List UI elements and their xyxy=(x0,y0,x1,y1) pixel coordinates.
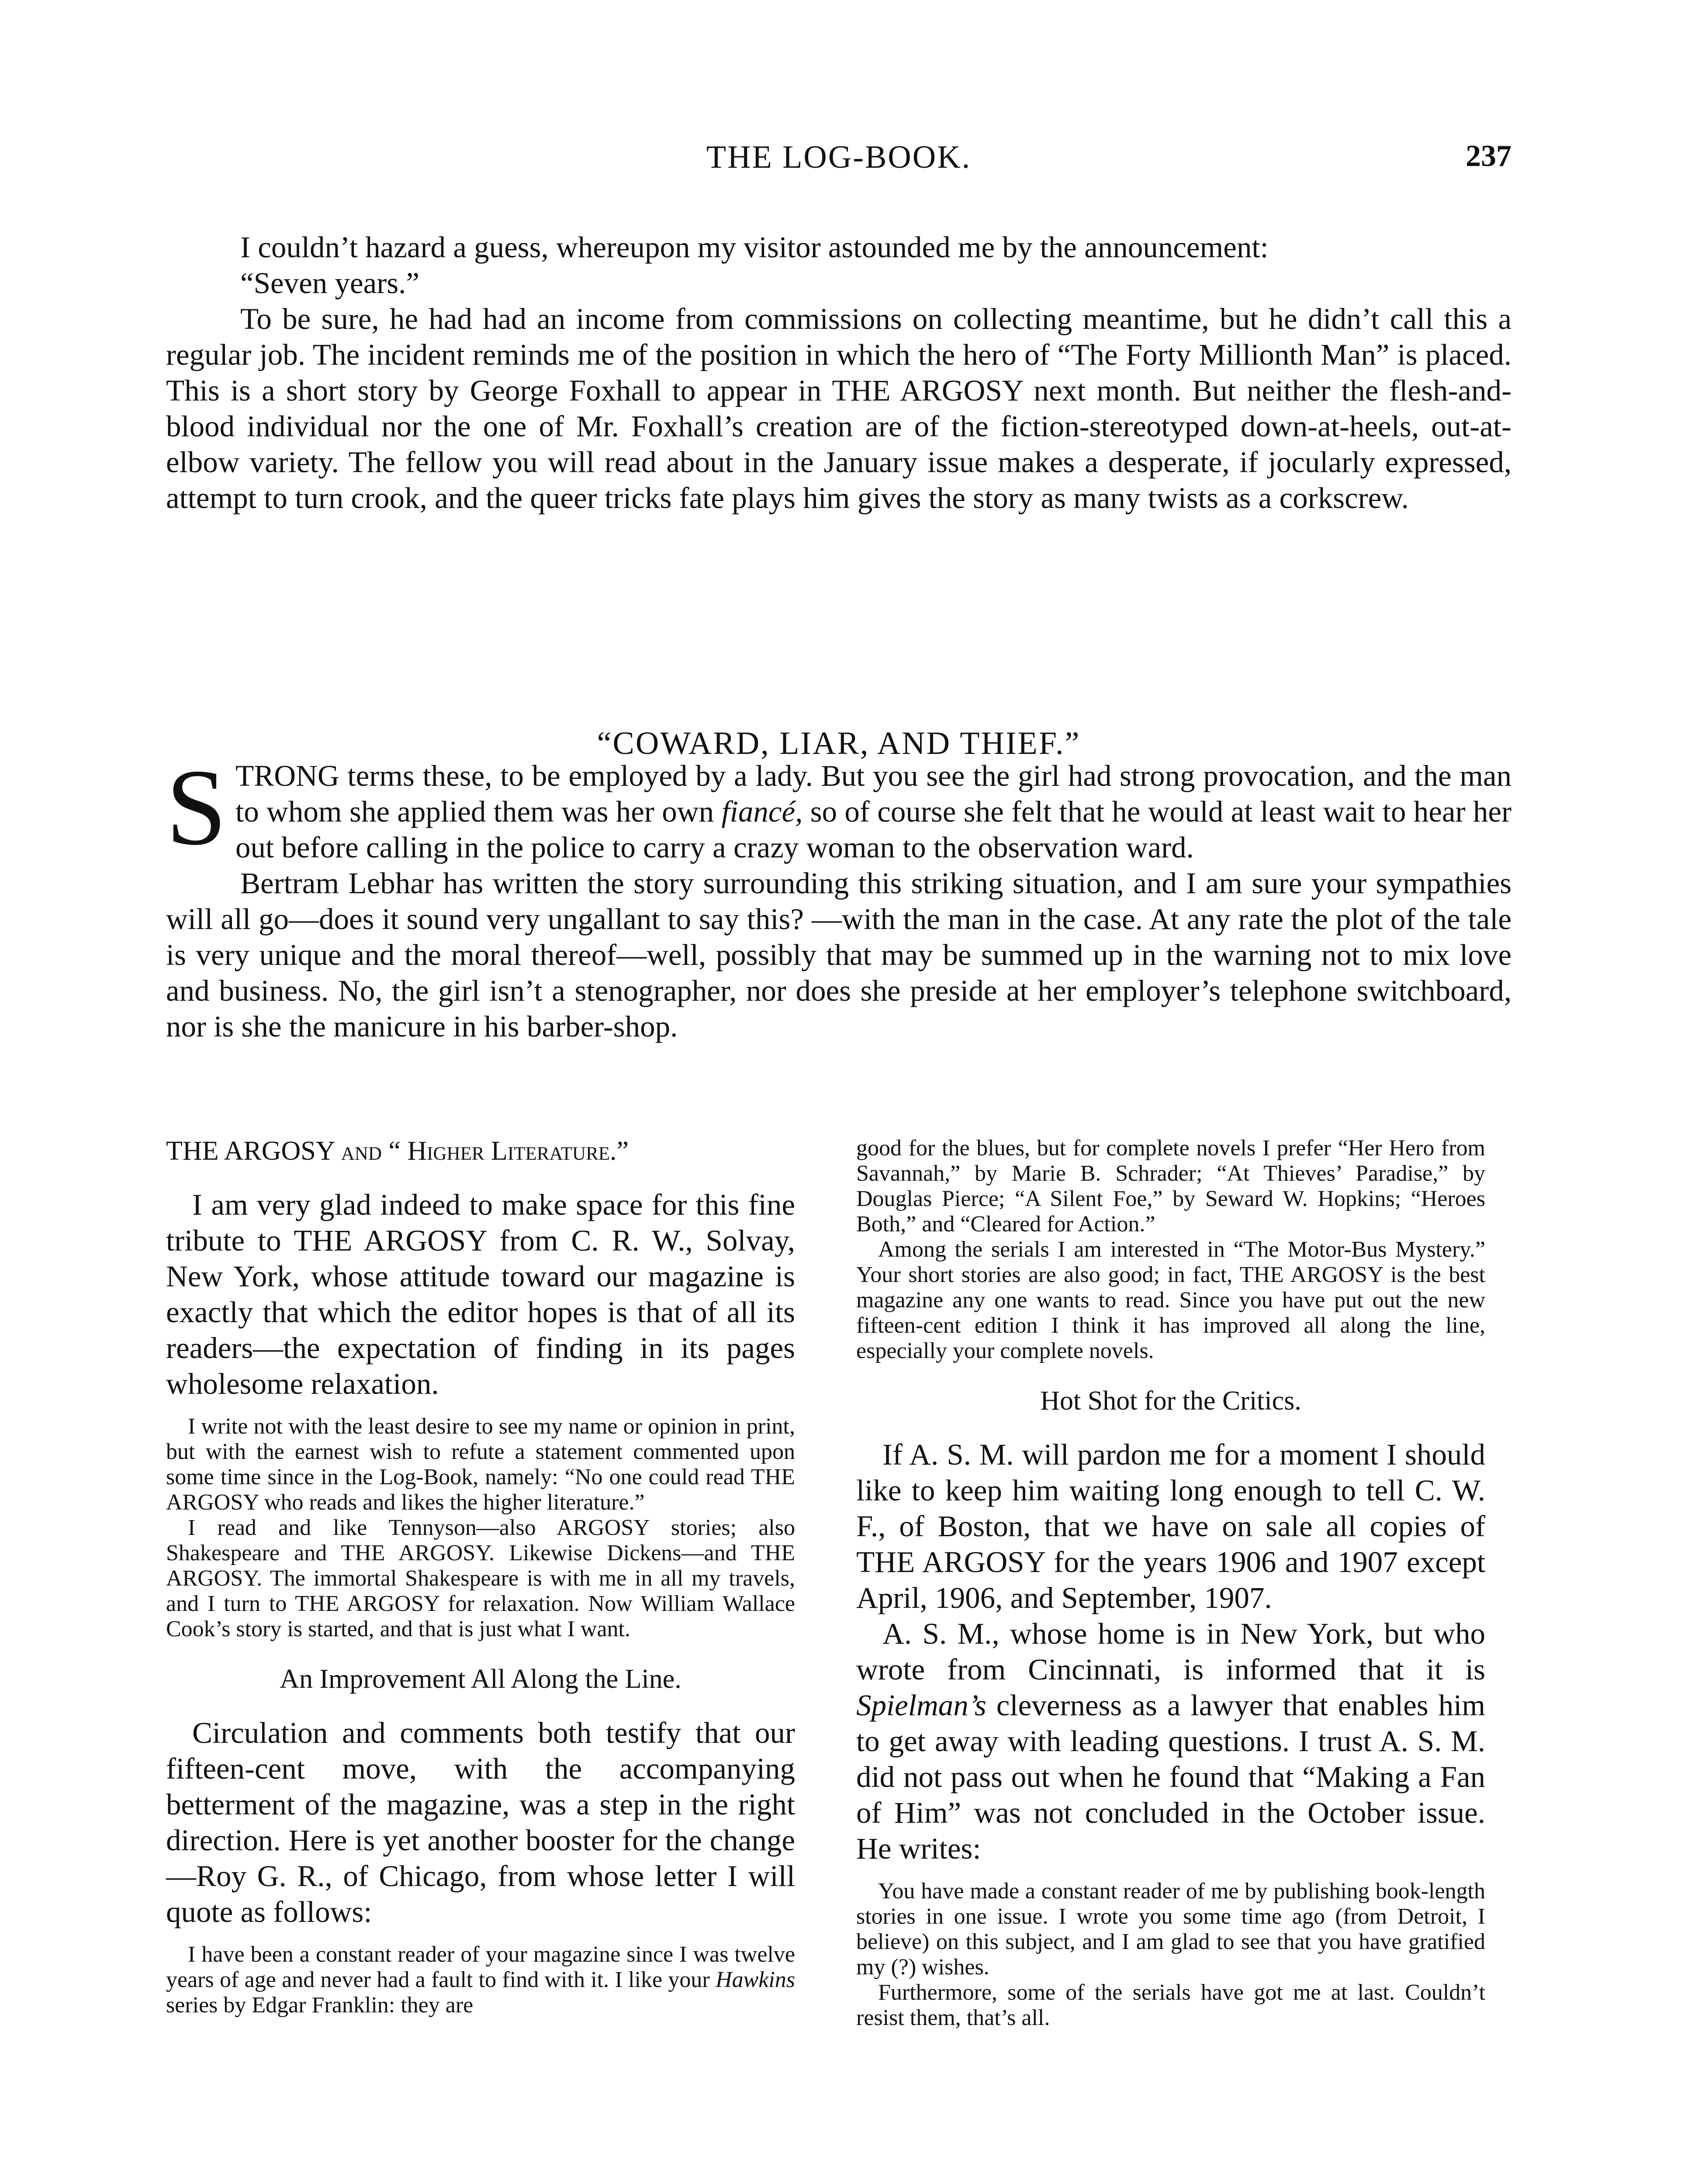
body-paragraph xyxy=(856,1616,1485,1866)
story-paragraph: Bertram Lebhar has written the story surrounding this striking situation, and I am sure your sympathies will all go—does it sound very ungallant to say this? —with the man in the case. At any rate the plot of the tale is very unique and the moral thereof—well, possibly that may be summed up in the warning not to mix love and business. No, the girl isn’t a stenographer, nor does she preside at her employer’s telephone switchboard, nor is she the manicure in his barber-shop. xyxy=(166,867,1512,1043)
body-paragraph: Circulation and comments both testify that our fifteen-cent move, with the accompanying betterment of the magazine, was a step in the right direction. Here is yet another booster for the change—Roy G. R., of Chicago, from whose letter I will quote as follows: xyxy=(166,1716,795,1928)
intro-paragraph: “Seven years.” xyxy=(240,266,419,300)
letter-paragraph: You have made a constant reader of me by publishing book-length stories in one issue. I wrote you some time ago (from Detroit, I believe) on this subject, and I am glad to see that you have gratified my (?) wishes. xyxy=(856,1879,1485,1980)
letter-text: I have been a constant reader of your magazine since I was twelve years of age and never had a fault to find with it. I like your xyxy=(166,1942,795,1992)
page-number: 237 xyxy=(1466,139,1512,173)
page-header xyxy=(166,139,1512,187)
letter-paragraph: I write not with the least desire to see my name or opinion in print, but with the earnest wish to refute a statement commented upon some time since in the Log-Book, namely: “No one could read THE ARGOSY who reads and likes the higher literature.” xyxy=(166,1414,795,1515)
reader-letter xyxy=(856,1879,1485,2031)
section-heading-coward: “COWARD, LIAR, AND THIEF.” xyxy=(597,726,1081,761)
italic-word: Spielman’s xyxy=(856,1689,986,1722)
story-text: TRONG terms these, to be employed by a lady. But you see the girl had strong provocation, and the man to whom she applied them was her own xyxy=(235,759,1512,828)
coward-section xyxy=(166,747,1512,1044)
column-body xyxy=(166,1187,795,1402)
intro-section xyxy=(166,229,1512,516)
letter-paragraph: Among the serials I am interested in “The Motor-Bus Mystery.” Your short stories are also good; in fact, THE ARGOSY is the best magazine any one wants to read. Since you have put out the new fifteen-cent edition I think it has improved all along the line, especially your complete novels. xyxy=(856,1237,1485,1363)
drop-cap: S xyxy=(166,747,227,868)
right-column xyxy=(856,1136,1485,2043)
column-body xyxy=(166,1715,795,1930)
letter-text: series by Edgar Franklin: they are xyxy=(166,1993,474,2018)
italic-word: Hawkins xyxy=(716,1967,796,1992)
intro-paragraph: To be sure, he had had an income from commissions on collecting meantime, but he didn’t call this a regular job. The incident reminds me of the position in which the hero of “The Forty Millionth Man” is placed. This is a short story by George Foxhall to appear in THE ARGOSY next month. But neither the flesh-and-blood individual nor the one of Mr. Foxhall’s creation are of the fiction-stereotyped down-at-heels, out-at-elbow variety. The fellow you will read about in the January issue makes a desperate, if jocularly expressed, attempt to turn crook, and the queer tricks fate plays him gives the story as many twists as a corkscrew. xyxy=(166,302,1512,515)
intro-paragraph: I couldn’t hazard a guess, whereupon my visitor astounded me by the announcement: xyxy=(240,231,1269,264)
body-text: A. S. M., whose home is in New York, but who wrote from Cincinnati, is informed that it is xyxy=(856,1617,1485,1686)
reader-letter-continued xyxy=(856,1136,1485,1364)
column-body xyxy=(856,1437,1485,1866)
story-paragraph xyxy=(166,747,1512,868)
running-head: THE LOG-BOOK. xyxy=(706,139,972,175)
letter-paragraph: I read and like Tennyson—also ARGOSY stories; also Shakespeare and THE ARGOSY. Likewise Dickens—and THE ARGOSY. The immortal Shakespeare is with me in all my travels, and I turn to THE ARGOSY for relaxation. Now William Wallace Cook’s story is started, and that is just what I want. xyxy=(166,1515,795,1641)
story-text: so of course she felt that he would at least wait to hear her out before calling in the police to carry a crazy woman to the observation ward. xyxy=(235,795,1512,864)
letter-paragraph: good for the blues, but for complete novels I prefer “Her Hero from Savannah,” by Marie B. Schrader; “At Thieves’ Paradise,” by Douglas Pierce; “A Silent Foe,” by Seward W. Hopkins; “Heroes Both,” and “Cleared for Action.” xyxy=(856,1136,1485,1237)
body-paragraph: If A. S. M. will pardon me for a moment I should like to keep him waiting long enough to tell C. W. F., of Boston, that we have on sale all copies of THE ARGOSY for the years 1906 and 1907 except April, 1906, and September, 1907. xyxy=(856,1438,1485,1614)
letter-paragraph: Furthermore, some of the serials have got me at last. Couldn’t resist them, that’s all. xyxy=(856,1980,1485,2030)
reader-letter xyxy=(166,1942,795,2018)
left-column xyxy=(166,1136,795,2030)
subheading-hot-shot: Hot Shot for the Critics. xyxy=(1040,1386,1301,1416)
subheading-improvement: An Improvement All Along the Line. xyxy=(280,1664,681,1694)
body-paragraph: I am very glad indeed to make space for this fine tribute to THE ARGOSY from C. R. W., Solvay, New York, whose attitude toward our magazine is exactly that which the editor hopes is that of all its readers—the expectation of finding in its pages wholesome relaxation. xyxy=(166,1188,795,1400)
subheading-higher-literature: THE ARGOSY and “ Higher Literature.” xyxy=(166,1136,629,1166)
italic-word: fiancé, xyxy=(721,795,803,828)
reader-letter xyxy=(166,1414,795,1642)
letter-paragraph xyxy=(166,1942,795,2018)
body-text: cleverness as a lawyer that enables him to get away with leading questions. I trust A. S. M. did not pass out when he found that “Making a Fan of Him” was not concluded in the October issue. He writes: xyxy=(856,1689,1485,1865)
